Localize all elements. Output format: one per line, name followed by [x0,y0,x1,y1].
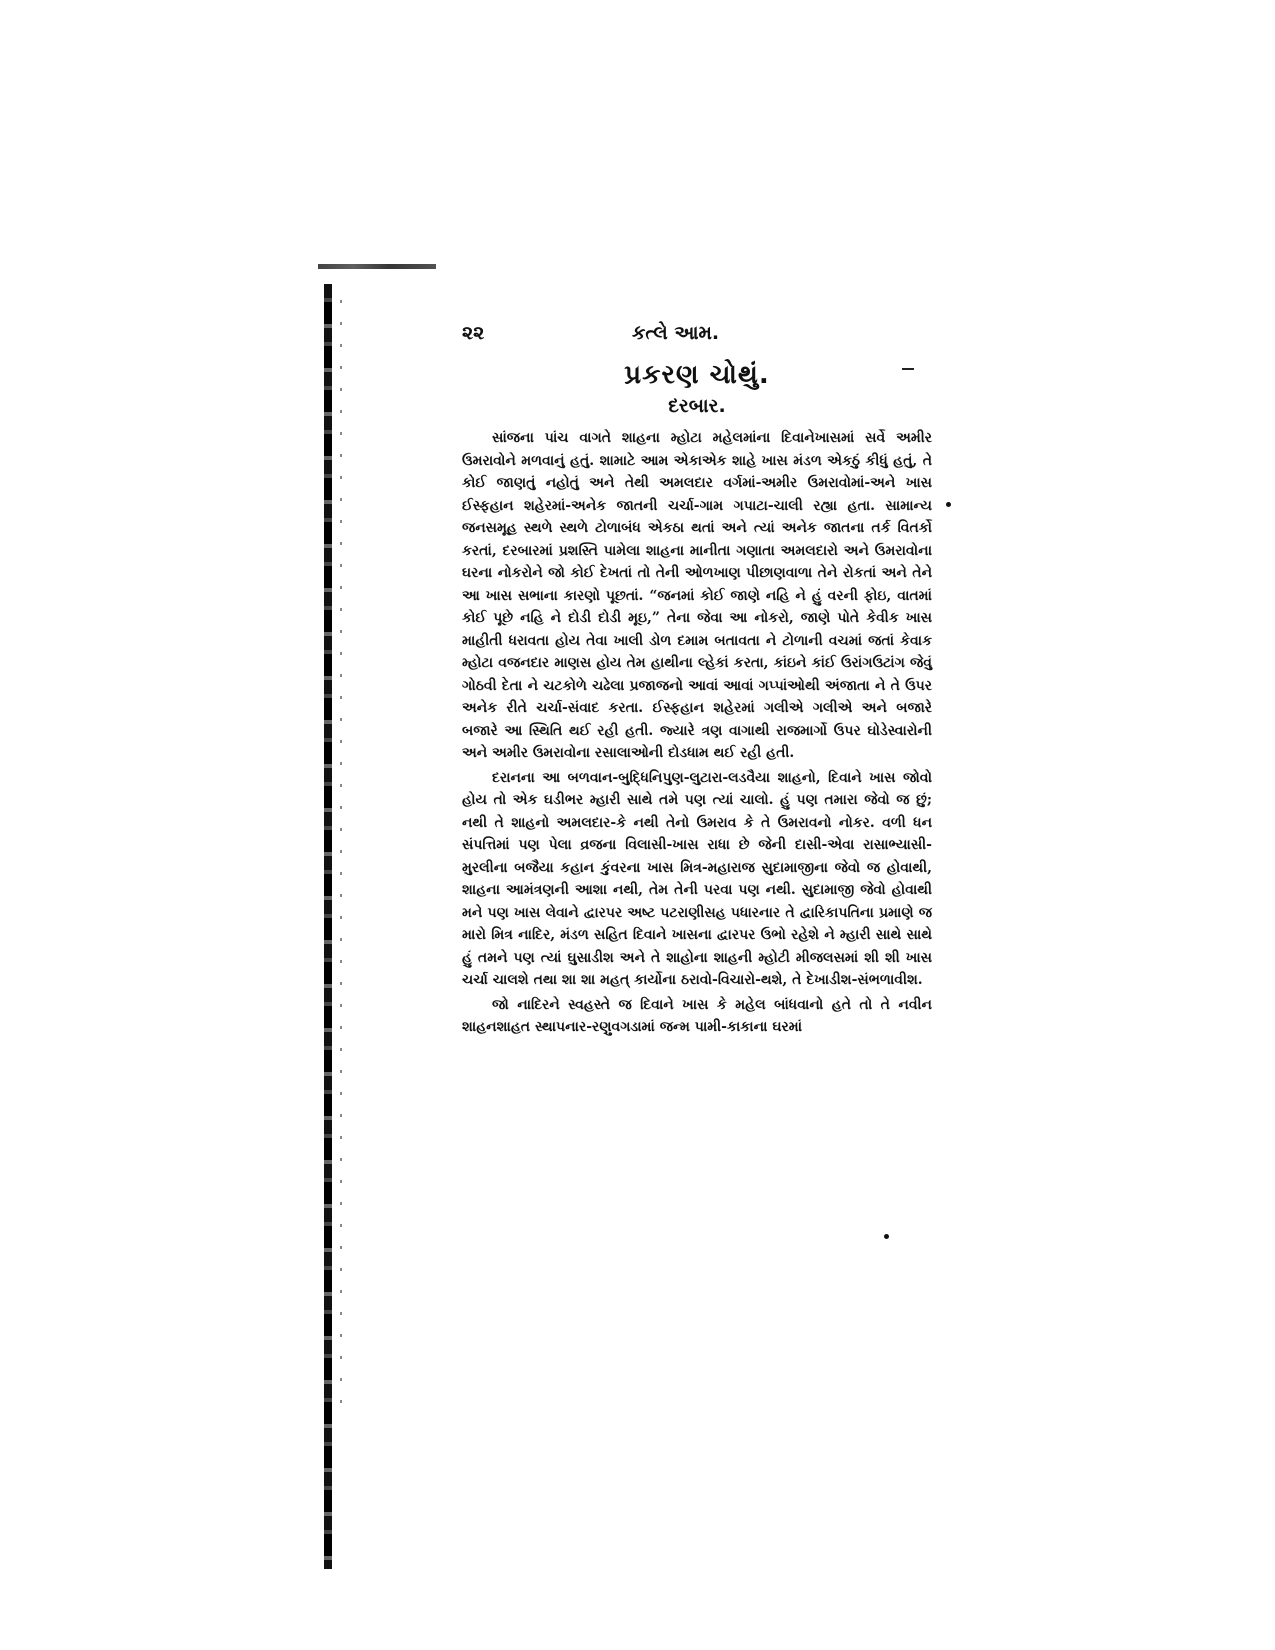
binding-speckle [340,300,342,1420]
book-page [462,318,932,1558]
margin-dot [946,502,951,507]
page-number: ૨૨ [462,322,485,344]
binding-edge-left [324,284,332,1569]
running-head [462,318,932,352]
binding-edge-top [318,264,436,269]
body-paragraph: દરાનના આ બળવાન-બુદ્ધિનિપુણ-લુટારા-લડવૈયા શાહનો, દિવાને ખાસ જોવો હોય તો એક ઘડીભર મ્હારી સાથે તમે પણ ત્યાં ચાલો. હું પણ તમારા જેવો જ છું; નથી તે શાહનો અમલદાર-કે નથી તેનો ઉમરાવ કે તે ઉમરાવનો નોકર. વળી ધન સંપત્તિમાં પણ પેલા વ્રજના વિલાસી-ખાસ રાધા છે જેની દાસી-એવા રાસાભ્યાસી-મુરલીના બજૈયા કહાન કુંવરના ખાસ મિત્ર-મહારાજ સુદામાજીના જેવો જ હોવાથી, શાહના આમંત્રણની આશા નથી, તેમ તેની પરવા પણ નથી. સુદામાજી જેવો હોવાથી મને પણ ખાસ લેવાને દ્વારપર અષ્ટ પટરાણીસહ પધારનાર તે દ્વારિકાપતિના પ્રમાણે જ મારો મિત્ર નાદિર, મંડળ સહિત દિવાને ખાસના દ્વારપર ઉભો રહેશે ને મ્હારી સાથે સાથે હું તમને પણ ત્યાં ઘુસાડીશ અને તે શાહોના શાહની મ્હોટી મીજલસમાં શી શી ખાસ ચર્ચા ચાલશે તથા શા શા મહત્ કાર્યોના ઠરાવો-વિચારો-થશે, તે દેખાડીશ-સંભળાવીશ. [462,769,932,988]
chapter-heading: પ્રકરણ ચોથું. [624,360,770,390]
section-heading: દરબાર. [668,395,726,417]
body-paragraph: સાંજના પાંચ વાગતે શાહના મ્હોટા મહેલમાંના દિવાનેખાસમાં સર્વે અમીર ઉમરાવોને મળવાનું હતું. શામાટે આમ એકાએક શાહે ખાસ મંડળ એકઠું કીધું હતું, તે કોઈ જાણતું નહોતું અને તેથી અમલદાર વર્ગમાં-અમીર ઉમરાવોમાં-અને ખાસ ઈસ્ફહાન શહેરમાં-અનેક જાતની ચર્ચા-ગામ ગપાટા-ચાલી રહ્યા હતા. સામાન્ય જનસમૂહ સ્થળે સ્થળે ટોળાબંધ એકઠા થતાં અને ત્યાં અનેક જાતના તર્ક વિતર્કો કરતાં, દરબારમાં પ્રશસ્તિ પામેલા શાહના માનીતા ગણાતા અમલદારો અને ઉમરાવોના ઘરના નોકરોને જો કોઈ દેખતાં તો તેની ઓળખાણ પીછાણવાળા તેને રોકતાં અને તેને આ ખાસ સભાના કારણો પૂછતાં. “જનમાં કોઈ જાણે નહિ ને હું વરની ફોઇ, વાતમાં કોઈ પૂછે નહિ ને દોડી દોડી મૂઇ,” તેના જેવા આ નોકરો, જાણે પોતે કેવીક ખાસ માહીતી ધરાવતા હોય તેવા ખાલી ડોળ દમામ બતાવતા ને ટોળાની વચમાં જતાં કેવાક મ્હોટા વજનદાર માણસ હોય તેમ હાથીના લ્હેકાં કરતા, કાંઇને કાંઈ ઉરાંગઉટાંગ જેવું ગોઠવી દેતા ને ચટકોળે ચઢેલા પ્રજાજનો આવાં આવાં ગપ્પાંઓથી અંજાતા ને તે ઉપર અનેક રીતે ચર્ચા-સંવાદ કરતા. ઈસ્ફહાન શહેરમાં ગલીએ ગલીએ અને બજારે બજારે આ સ્થિતિ થઈ રહી હતી. જ્યારે ત્રણ વાગાથી રાજમાર્ગો ઉપર ઘોડેસ્વારોની અને અમીર ઉમરાવોના રસાલાઓની દોડધામ થઈ રહી હતી. [462,430,932,761]
running-title: કત્લે આમ. [632,322,720,344]
body-paragraph: જો નાદિરને સ્વહસ્તે જ દિવાને ખાસ કે મહેલ બાંધવાનો હતે તો તે નવીન શાહનશાહત સ્થાપનાર-રણુવગડામાં જન્મ પામી-કાકાના ઘરમાં [462,996,932,1035]
